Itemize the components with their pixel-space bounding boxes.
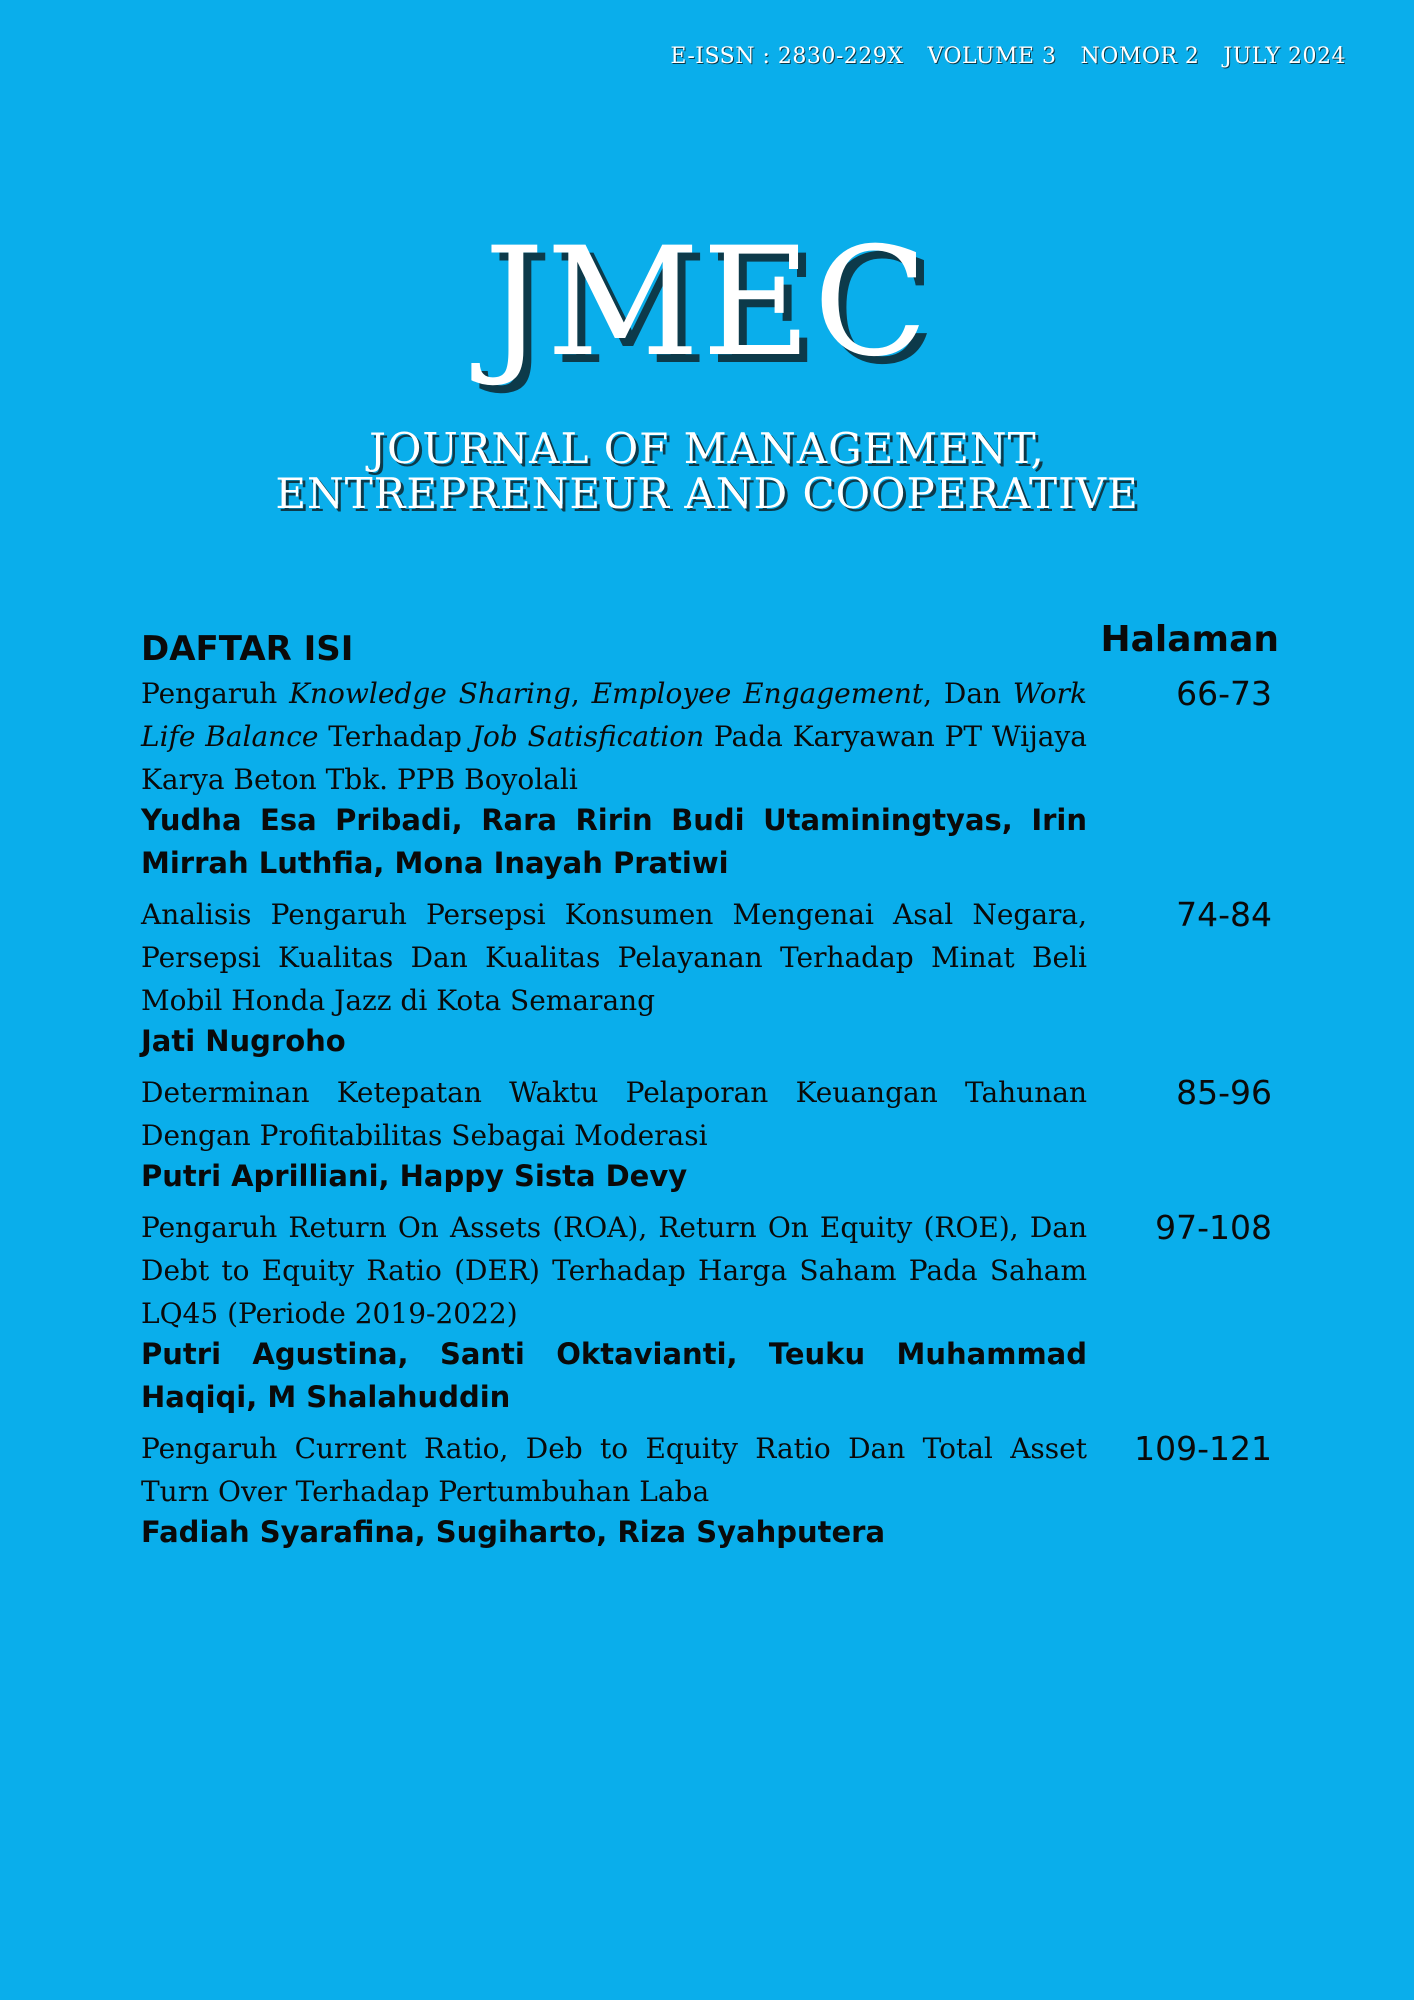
article-title [141, 672, 1087, 801]
toc-entry [141, 672, 1272, 885]
article-authors: Putri Aprilliani, Happy Sista Devy [141, 1159, 688, 1193]
table-of-contents [141, 672, 1272, 1562]
toc-entry [141, 1071, 1272, 1198]
article-title-part: , Dan [923, 677, 1013, 710]
article-pages: 74-84 [1176, 895, 1272, 934]
article-title-part: Pengaruh Return On Assets (ROA), Return On Equity (ROE), Dan Debt to Equity Ratio (DER) Terhadap Harga Saham Pada Saham LQ45 (Periode 2019-2022) [141, 1211, 1087, 1330]
article-title-italic-part: Job Satisfication [471, 720, 705, 753]
issn-label: E-ISSN : 2830-229X [670, 44, 904, 69]
article-title-part: Pengaruh Current Ratio, Deb to Equity Ratio Dan Total Asset Turn Over Terhadap Pertumbuhan Laba [141, 1432, 1087, 1508]
toc-entry-body [141, 672, 1087, 885]
article-title [141, 1071, 1087, 1157]
article-authors: Yudha Esa Pribadi, Rara Ririn Budi Utaminingtyas, Irin Mirrah Luthfia, Mona Inayah Pratiwi [141, 803, 1087, 880]
article-pages: 66-73 [1176, 674, 1272, 713]
article-pages: 85-96 [1176, 1073, 1272, 1112]
journal-name [0, 426, 1414, 516]
journal-name-line-1: JOURNAL OF MANAGEMENT, [369, 424, 1045, 473]
journal-name-line-2: ENTREPRENEUR AND COOPERATIVE [275, 469, 1139, 518]
journal-logo: JMEC [484, 216, 930, 390]
toc-entry [141, 1206, 1272, 1419]
article-title-part: Determinan Ketepatan Waktu Pelaporan Keuangan Tahunan Dengan Profitabilitas Sebagai Moderasi [141, 1076, 1087, 1152]
toc-entry-body [141, 1071, 1087, 1198]
toc-entry-body [141, 1427, 1087, 1554]
date-label: JULY 2024 [1223, 44, 1346, 69]
article-title-italic-part: Employee Engagement [591, 677, 924, 710]
issue-meta [670, 44, 1346, 69]
toc-entry-body [141, 1206, 1087, 1419]
article-title-part: , [570, 677, 592, 710]
article-title [141, 1427, 1087, 1513]
article-pages: 109-121 [1134, 1429, 1272, 1468]
article-authors: Putri Agustina, Santi Oktavianti, Teuku Muhammad Haqiqi, M Shalahuddin [141, 1337, 1087, 1414]
toc-entry [141, 1427, 1272, 1554]
article-title-part: Analisis Pengaruh Persepsi Konsumen Mengenai Asal Negara, Persepsi Kualitas Dan Kualitas Pelayanan Terhadap Minat Beli Mobil Honda Jazz di Kota Semarang [141, 898, 1087, 1017]
article-title-part: Pada Karyawan PT Wijaya Karya Beton Tbk. PPB Boyolali [141, 720, 1087, 796]
pages-heading: Halaman [1100, 619, 1279, 660]
article-title [141, 893, 1087, 1022]
article-title [141, 1206, 1087, 1335]
article-title-italic-part: Work Life Balance [141, 677, 1088, 753]
volume-label: VOLUME 3 [927, 44, 1057, 69]
article-title-part: Terhadap [318, 720, 472, 753]
toc-heading: DAFTAR ISI [141, 629, 354, 669]
article-title-italic-part: Knowledge Sharing [289, 677, 571, 710]
article-title-part: Pengaruh [141, 677, 290, 710]
number-label: NOMOR 2 [1080, 44, 1200, 69]
article-authors: Jati Nugroho [141, 1024, 346, 1058]
toc-entry-body [141, 893, 1087, 1063]
toc-entry [141, 893, 1272, 1063]
article-pages: 97-108 [1155, 1208, 1272, 1247]
article-authors: Fadiah Syarafina, Sugiharto, Riza Syahputera [141, 1515, 886, 1549]
